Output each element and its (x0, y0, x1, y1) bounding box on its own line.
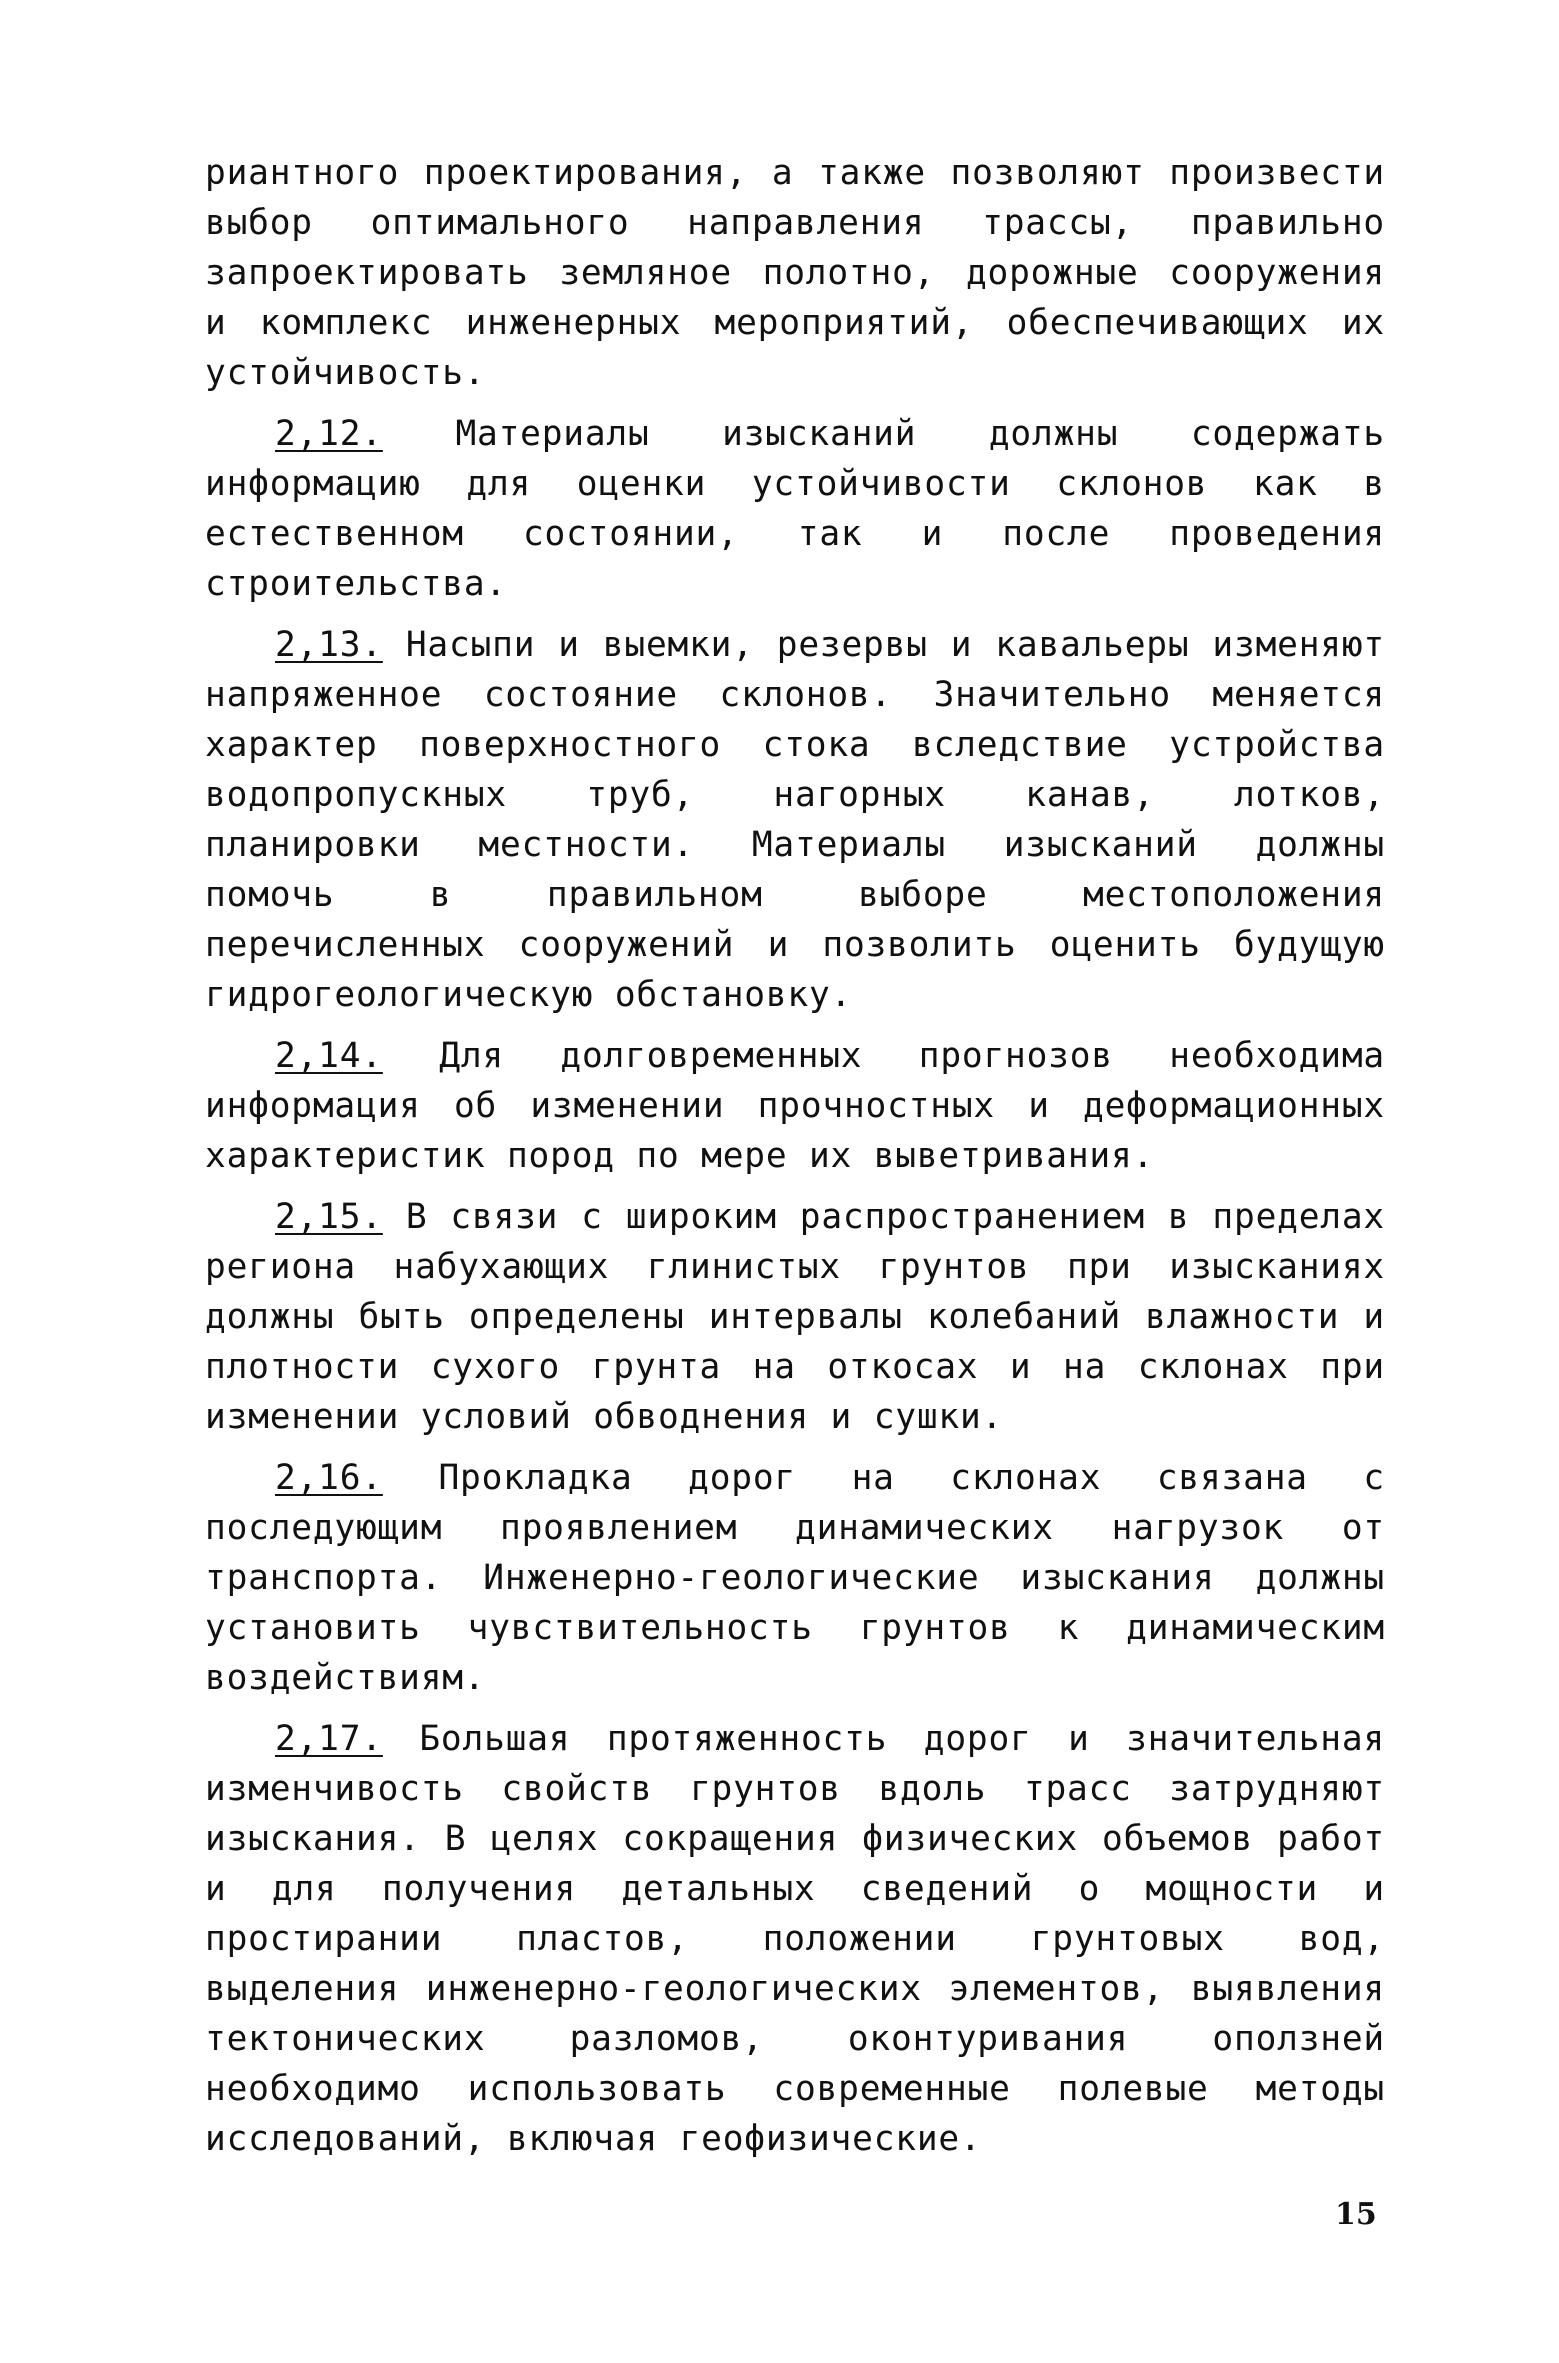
paragraph-2-14 (205, 1031, 1385, 1181)
document-page (205, 148, 1385, 2268)
paragraph-text: риантного проектирования, а также позволяют произвести выбор оптимального направления трассы, правильно запроектировать земляное полотно, дорожные сооружения и комплекс инженерных мероприятий, обеспечивающих их устойчивость. (205, 153, 1385, 393)
clause-number: 2,14. (275, 1036, 383, 1076)
paragraph-text: В связи с широким распространением в пределах региона набухающих глинистых грунтов при изысканиях должны быть определены интервалы колебаний влажности и плотности сухого грунта на откосах и на склонах при изменении условий обводнения и сушки. (205, 1197, 1385, 1437)
paragraph-text: Для долговременных прогнозов необходима информация об изменении прочностных и деформационных характеристик пород по мере их выветривания. (205, 1036, 1385, 1176)
page-number: 15 (1335, 2197, 1377, 2232)
paragraph-2-13 (205, 620, 1385, 1020)
clause-number: 2,12. (275, 414, 383, 454)
clause-number: 2,17. (275, 1719, 383, 1759)
paragraph-2-15 (205, 1192, 1385, 1442)
clause-number: 2,15. (275, 1197, 383, 1237)
paragraph-text: Большая протяженность дорог и значительная изменчивость свойств грунтов вдоль трасс затрудняют изыскания. В целях сокращения физических объемов работ и для получения детальных сведений о мощности и простирании пластов, положении грунтовых вод, выделения инженерно-геологических элементов, выявления тектонических разломов, оконтуривания оползней необходимо использовать современные полевые методы исследований, включая геофизические. (205, 1719, 1385, 2159)
paragraph-2-16 (205, 1453, 1385, 1703)
paragraph-continuation (205, 148, 1385, 398)
paragraph-2-17 (205, 1714, 1385, 2164)
clause-number: 2,16. (275, 1458, 383, 1498)
paragraph-text: Прокладка дорог на склонах связана с последующим проявлением динамических нагрузок от транспорта. Инженерно-геологические изыскания должны установить чувствительность грунтов к динамическим воздействиям. (205, 1458, 1385, 1698)
paragraph-2-12 (205, 409, 1385, 609)
clause-number: 2,13. (275, 625, 383, 665)
paragraph-text: Насыпи и выемки, резервы и кавальеры изменяют напряженное состояние склонов. Значительно меняется характер поверхностного стока вследствие устройства водопропускных труб, нагорных канав, лотков, планировки местности. Материалы изысканий должны помочь в правильном выборе местоположения перечисленных сооружений и позволить оценить будущую гидрогеологическую обстановку. (205, 625, 1385, 1015)
paragraph-text: Материалы изысканий должны содержать информацию для оценки устойчивости склонов как в естественном состоянии, так и после проведения строительства. (205, 414, 1385, 604)
